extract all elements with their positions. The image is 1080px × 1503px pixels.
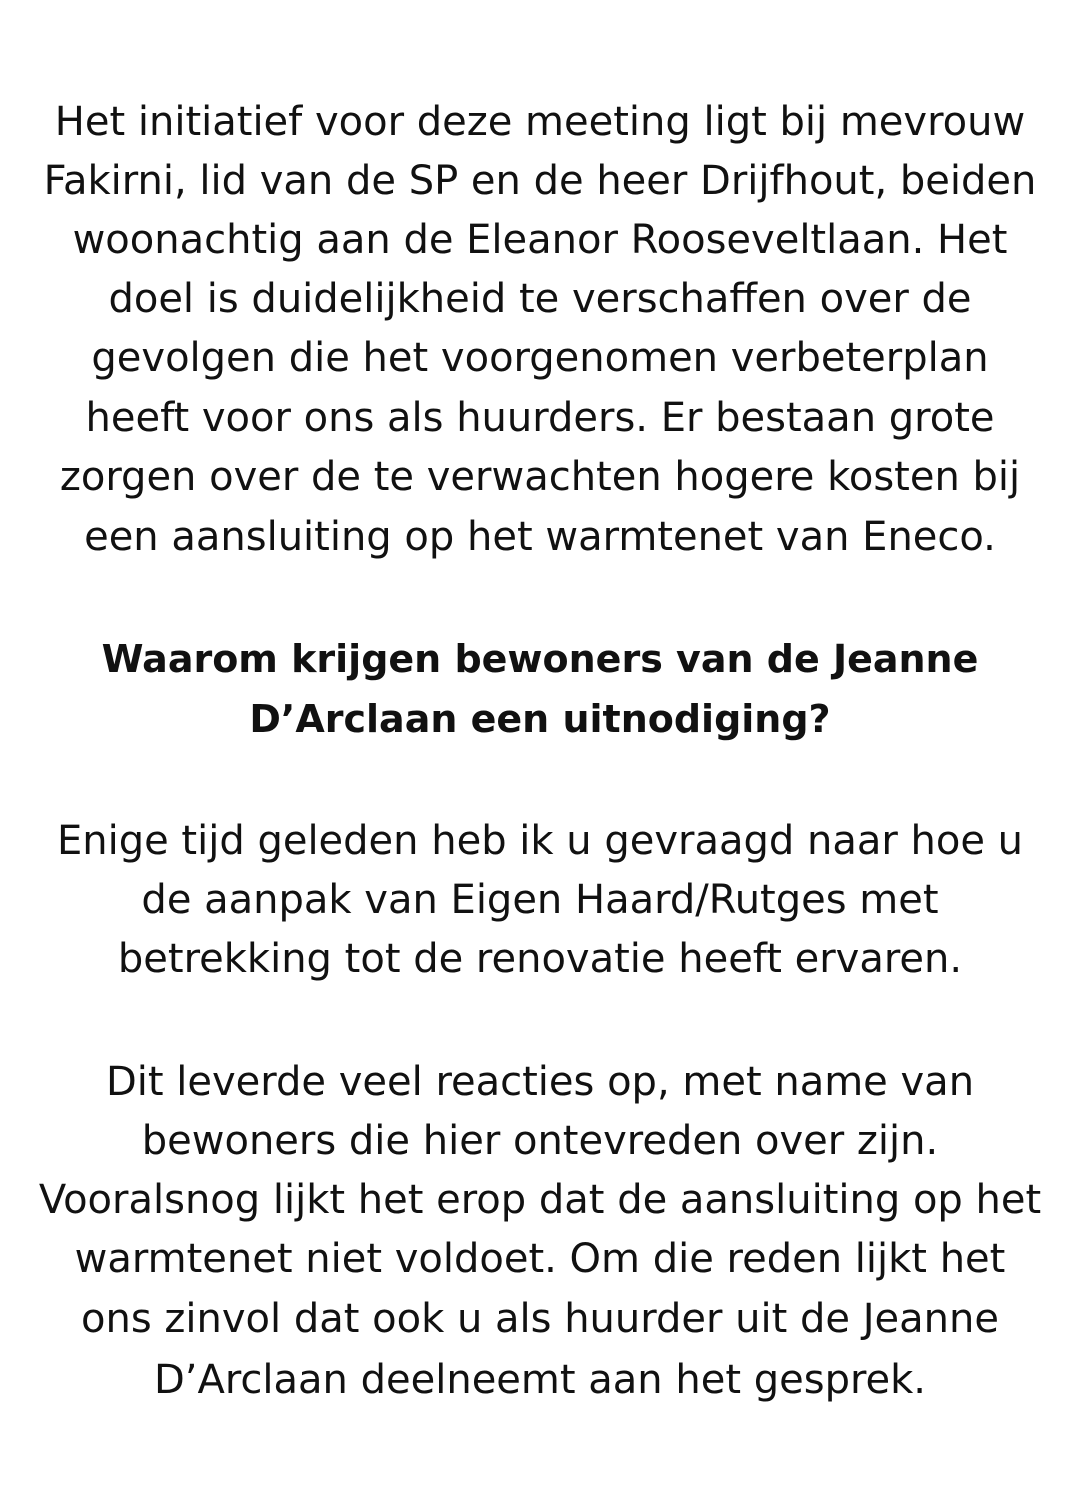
intro-line: Het initiatief voor deze meeting ligt bij mevrouw: [54, 99, 1026, 145]
intro-line: Fakirni, lid van de SP en de heer Drijfhout, beiden: [43, 158, 1037, 204]
paragraph-line: ons zinvol dat ook u als huurder uit de Jeanne: [81, 1296, 999, 1342]
intro-line: gevolgen die het voorgenomen verbeterplan: [91, 335, 989, 381]
paragraph-line: Dit leverde veel reacties op, met name van: [105, 1059, 975, 1105]
heading-line: Waarom krijgen bewoners van de Jeanne: [101, 637, 979, 681]
intro-line: doel is duidelijkheid te verschaffen over de: [108, 276, 972, 322]
intro-line: woonachtig aan de Eleanor Rooseveltlaan. Het: [72, 217, 1008, 263]
paragraph-line: bewoners die hier ontevreden over zijn.: [141, 1118, 939, 1164]
heading-line: D’Arclaan een uitnodiging?: [249, 697, 831, 741]
intro-line: een aansluiting op het warmtenet van Eneco.: [84, 514, 996, 560]
paragraph-line: warmtenet niet voldoet. Om die reden lijkt het: [74, 1236, 1006, 1282]
intro-line: zorgen over de te verwachten hogere kosten bij: [59, 454, 1021, 500]
paragraph-line: betrekking tot de renovatie heeft ervaren.: [117, 936, 963, 982]
paragraph-line: D’Arclaan deelneemt aan het gesprek.: [153, 1357, 927, 1403]
paragraph-line: de aanpak van Eigen Haard/Rutges met: [141, 877, 939, 923]
intro-line: heeft voor ons als huurders. Er bestaan grote: [85, 395, 995, 441]
paragraph-line: Vooralsnog lijkt het erop dat de aansluiting op het: [38, 1177, 1042, 1223]
paragraph-line: Enige tijd geleden heb ik u gevraagd naar hoe u: [56, 818, 1024, 864]
